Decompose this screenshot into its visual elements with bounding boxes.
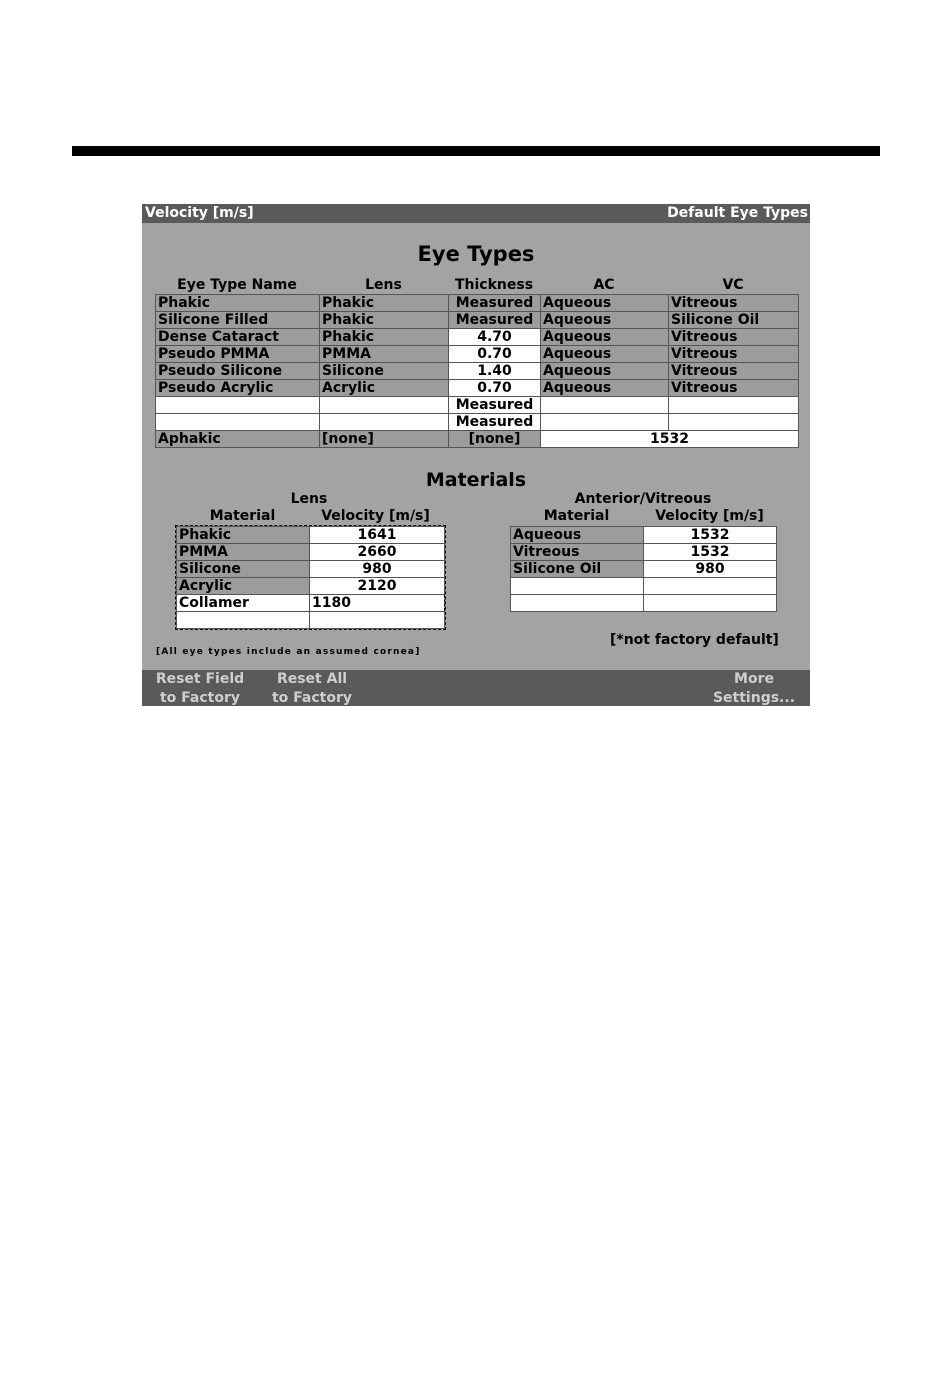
reset-all-button[interactable]: Reset All to Factory <box>271 671 352 706</box>
vc-cell[interactable]: Silicone Oil <box>669 312 799 329</box>
lens-cell[interactable]: Acrylic <box>320 380 449 397</box>
reset-field-button[interactable]: Reset Field to Factory <box>155 671 245 706</box>
lens-material-velocity-cell[interactable]: 2660 <box>310 544 445 561</box>
av-material-velocity-cell[interactable]: 1532 <box>644 527 777 544</box>
lens-cell[interactable]: Silicone <box>320 363 449 380</box>
factory-default-note: [*not factory default] <box>610 632 779 648</box>
eye-type-name-cell[interactable]: Pseudo Silicone <box>156 363 320 380</box>
av-materials-title: Anterior/Vitreous <box>574 491 712 507</box>
lens-material-row[interactable] <box>177 561 445 578</box>
eye-type-name-cell[interactable]: Silicone Filled <box>156 312 320 329</box>
lens-material-name-cell[interactable]: PMMA <box>177 544 310 561</box>
col-header-eye-type-name: Eye Type Name <box>177 277 297 293</box>
av-col-velocity: Velocity [m/s] <box>655 508 764 524</box>
lens-cell[interactable]: PMMA <box>320 346 449 363</box>
av-material-name-cell[interactable] <box>511 578 644 595</box>
thickness-cell[interactable]: Measured <box>449 295 541 312</box>
lens-materials-title: Lens <box>290 491 328 507</box>
ac-cell[interactable] <box>541 397 669 414</box>
lens-material-name-cell[interactable]: Acrylic <box>177 578 310 595</box>
eye-type-row[interactable] <box>156 295 799 312</box>
av-material-row[interactable] <box>511 561 777 578</box>
eye-type-name-cell[interactable] <box>156 414 320 431</box>
eye-type-row[interactable] <box>156 346 799 363</box>
av-material-row[interactable] <box>511 527 777 544</box>
vc-cell[interactable] <box>669 414 799 431</box>
av-material-name-cell[interactable] <box>511 595 644 612</box>
eye-type-name-cell[interactable]: Pseudo Acrylic <box>156 380 320 397</box>
col-header-vc: VC <box>722 277 744 293</box>
lens-material-row[interactable] <box>177 578 445 595</box>
eye-type-name-cell[interactable]: Phakic <box>156 295 320 312</box>
lens-material-row[interactable] <box>177 527 445 544</box>
av-material-velocity-cell[interactable]: 1532 <box>644 544 777 561</box>
eye-type-name-cell[interactable]: Pseudo PMMA <box>156 346 320 363</box>
eye-type-row[interactable] <box>156 329 799 346</box>
av-material-row[interactable] <box>511 578 777 595</box>
av-material-name-cell[interactable]: Vitreous <box>511 544 644 561</box>
vc-cell[interactable]: Vitreous <box>669 363 799 380</box>
lens-cell[interactable] <box>320 397 449 414</box>
thickness-cell[interactable]: Measured <box>449 397 541 414</box>
thickness-cell[interactable]: 0.70 <box>449 380 541 397</box>
lens-material-name-cell[interactable]: Collamer <box>177 595 310 612</box>
lens-cell[interactable]: Phakic <box>320 295 449 312</box>
lens-material-row[interactable] <box>177 595 445 612</box>
thickness-cell[interactable]: Measured <box>449 312 541 329</box>
ac-cell[interactable]: Aqueous <box>541 380 669 397</box>
lens-material-velocity-cell[interactable]: 980 <box>310 561 445 578</box>
lens-material-name-cell[interactable]: Phakic <box>177 527 310 544</box>
ac-cell[interactable]: Aqueous <box>541 363 669 380</box>
lens-material-name-cell[interactable]: Silicone <box>177 561 310 578</box>
lens-cell[interactable]: [none] <box>320 431 449 448</box>
velocity-settings-screen <box>142 204 810 706</box>
lens-material-name-cell[interactable] <box>177 612 310 629</box>
eye-type-name-cell[interactable]: Dense Cataract <box>156 329 320 346</box>
col-header-thickness: Thickness <box>454 277 534 293</box>
lens-cell[interactable]: Phakic <box>320 329 449 346</box>
eye-type-row[interactable] <box>156 414 799 431</box>
av-material-row[interactable] <box>511 544 777 561</box>
lens-material-velocity-cell[interactable] <box>310 612 445 629</box>
av-material-velocity-cell[interactable] <box>644 595 777 612</box>
ac-cell[interactable]: Aqueous <box>541 312 669 329</box>
cornea-note: [All eye types include an assumed cornea] <box>156 647 421 657</box>
lens-material-velocity-cell[interactable]: 1180 <box>310 595 445 612</box>
eye-type-name-cell[interactable] <box>156 397 320 414</box>
av-material-row[interactable] <box>511 595 777 612</box>
av-col-material: Material <box>543 508 610 524</box>
col-header-ac: AC <box>593 277 615 293</box>
av-material-name-cell[interactable]: Silicone Oil <box>511 561 644 578</box>
col-header-lens: Lens <box>365 277 402 293</box>
aphakic-velocity-cell[interactable]: 1532 <box>541 431 799 448</box>
thickness-cell[interactable]: 0.70 <box>449 346 541 363</box>
lens-material-velocity-cell[interactable]: 1641 <box>310 527 445 544</box>
eye-types-table <box>155 294 799 448</box>
vc-cell[interactable]: Vitreous <box>669 295 799 312</box>
eye-type-row[interactable] <box>156 397 799 414</box>
eye-type-row[interactable] <box>156 380 799 397</box>
lens-col-material: Material <box>209 508 276 524</box>
lens-material-row[interactable] <box>177 544 445 561</box>
av-materials-table <box>510 526 777 612</box>
horizontal-rule <box>72 146 880 156</box>
lens-material-velocity-cell[interactable]: 2120 <box>310 578 445 595</box>
title-left: Velocity [m/s] <box>145 205 254 221</box>
materials-title: Materials <box>425 469 527 491</box>
lens-cell[interactable]: Phakic <box>320 312 449 329</box>
ac-cell[interactable]: Aqueous <box>541 329 669 346</box>
vc-cell[interactable] <box>669 397 799 414</box>
vc-cell[interactable]: Vitreous <box>669 380 799 397</box>
eye-type-row[interactable] <box>156 431 799 448</box>
lens-material-row[interactable] <box>177 612 445 629</box>
thickness-cell[interactable]: [none] <box>449 431 541 448</box>
lens-col-velocity: Velocity [m/s] <box>321 508 430 524</box>
av-material-velocity-cell[interactable]: 980 <box>644 561 777 578</box>
more-settings-button[interactable]: More Settings... <box>712 671 796 706</box>
ac-cell[interactable] <box>541 414 669 431</box>
eye-type-row[interactable] <box>156 312 799 329</box>
bottom-softkey-bar <box>142 670 810 706</box>
lens-materials-table <box>176 526 445 629</box>
thickness-cell[interactable]: 4.70 <box>449 329 541 346</box>
ac-cell[interactable]: Aqueous <box>541 295 669 312</box>
ac-cell[interactable]: Aqueous <box>541 346 669 363</box>
eye-type-row[interactable] <box>156 363 799 380</box>
eye-types-title: Eye Types <box>417 242 535 266</box>
thickness-cell[interactable]: Measured <box>449 414 541 431</box>
eye-type-name-cell[interactable]: Aphakic <box>156 431 320 448</box>
title-right: Default Eye Types <box>667 205 808 221</box>
lens-cell[interactable] <box>320 414 449 431</box>
av-material-name-cell[interactable]: Aqueous <box>511 527 644 544</box>
title-bar <box>142 204 810 223</box>
vc-cell[interactable]: Vitreous <box>669 346 799 363</box>
vc-cell[interactable]: Vitreous <box>669 329 799 346</box>
av-material-velocity-cell[interactable] <box>644 578 777 595</box>
thickness-cell[interactable]: 1.40 <box>449 363 541 380</box>
